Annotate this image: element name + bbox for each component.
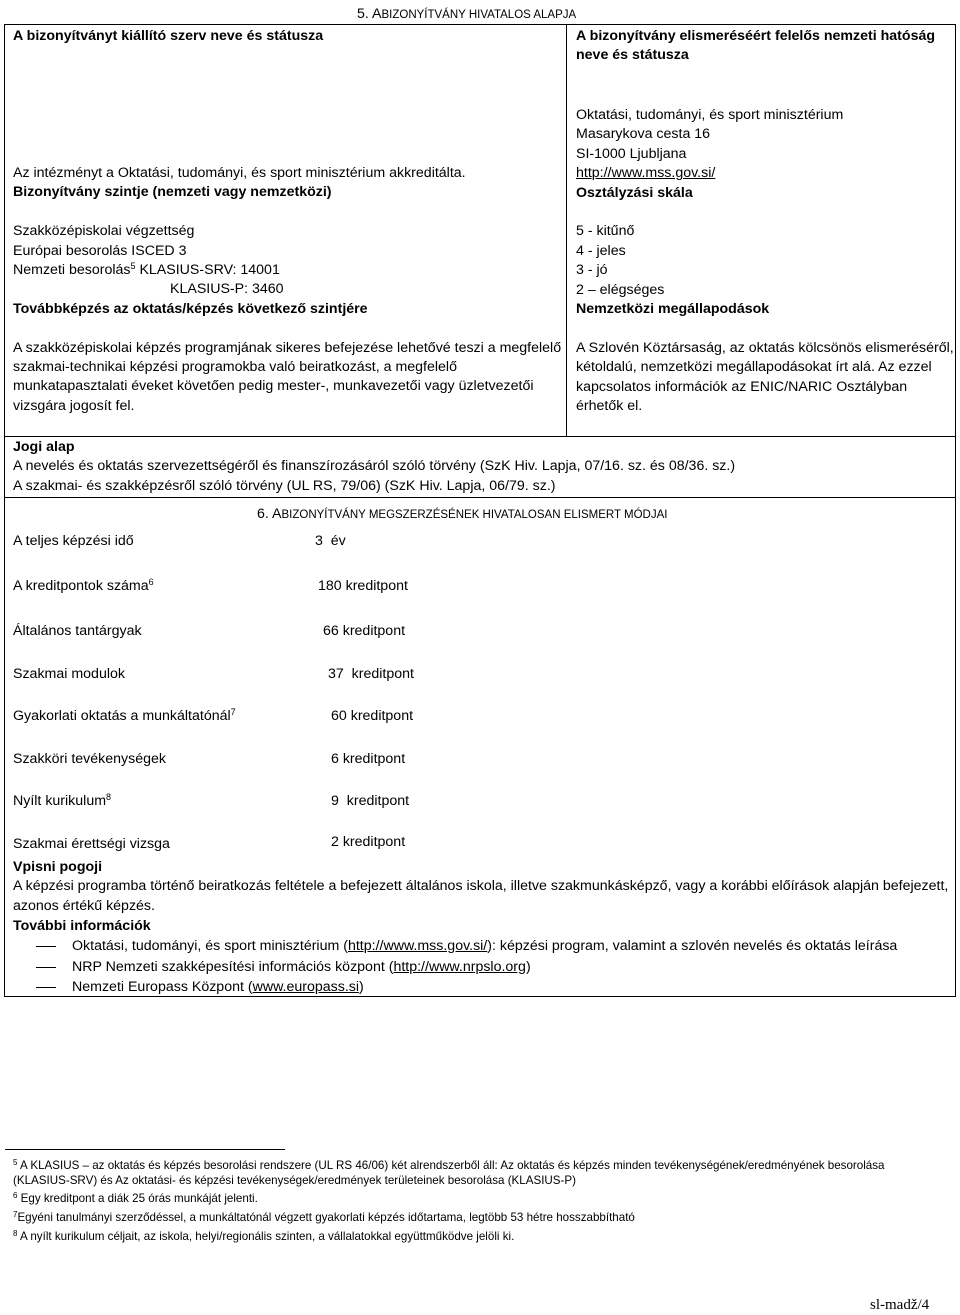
authority-line-3: SI-1000 Ljubljana	[576, 145, 687, 162]
credit-value: 66 kreditpont	[323, 623, 406, 639]
page-code: sl-madž/4	[870, 1297, 930, 1313]
legal-line-2: A szakmai- és szakképzésről szóló törvény (UL RS, 79/06) (SzK Hiv. Lapja, 06/79. sz.)	[13, 477, 556, 494]
intl-line-2: kétoldalú, nemzetközi megállapodásokat írt alá. Az ezzel	[576, 359, 932, 376]
intl-line-1: A Szlovén Köztársaság, az oktatás kölcsönös elismeréséről,	[576, 339, 954, 356]
entry-requirements	[13, 858, 948, 916]
entry-line-1: A képzési programba történő beiratkozás feltétele a befejezett általános iskola, illetve szakmunkásképző, vagy a korábbi előírások alapján befejezett,	[13, 878, 949, 895]
authority-url-link[interactable]: http://www.mss.gov.si/	[576, 165, 716, 182]
credit-label: Szakköri tevékenységek	[13, 751, 166, 767]
mss-link[interactable]: http://www.mss.gov.si/	[347, 938, 488, 954]
authority-line-1: Oktatási, tudományi, és sport minisztérium	[576, 107, 844, 123]
entry-heading: Vpisni pogoji	[13, 859, 103, 875]
section-6-heading	[257, 505, 667, 525]
intl-heading: Nemzetközi megállapodások	[576, 301, 770, 318]
credit-label: Általános tantárgyak	[13, 623, 142, 639]
authority-line-2: Masarykova cesta 16	[576, 126, 711, 143]
legal-heading: Jogi alap	[13, 439, 75, 455]
level-line-4: KLASIUS-P: 3460	[170, 281, 284, 298]
dash-bullet-icon	[36, 946, 56, 947]
credit-label: Nyílt kurikulum$^8$	[13, 792, 112, 809]
section-6-number: 6.	[257, 506, 269, 522]
section-6-title: BIZONYÍTVÁNY MEGSZERZÉSÉNEK HIVATALOSAN ELISMERT MÓDJAI	[281, 509, 668, 521]
further-line-1: A szakközépiskolai képzés programjának sikeres befejezése lehetővé teszi a megfelelő	[13, 339, 562, 356]
section-5-title: BIZONYÍTVÁNY HIVATALOS ALAPJA	[381, 9, 577, 21]
intl-line-3: kapcsolatos információk az ENIC/NARIC Osztályban	[576, 378, 908, 395]
credit-value: 60 kreditpont	[331, 708, 414, 724]
entry-line-2: azonos értékű képzés.	[13, 897, 155, 914]
accreditation-text: Az intézményt a Oktatási, tudományi, és sport minisztérium akkreditálta.	[13, 165, 466, 181]
credit-value: 2 kreditpont	[331, 834, 406, 850]
footnotes	[13, 1158, 884, 1244]
grade-3: 3 - jó	[576, 262, 608, 279]
right-column	[576, 106, 954, 416]
section-5-title-cap: A	[372, 6, 382, 22]
section-5-heading	[357, 5, 576, 25]
legal-basis	[13, 438, 735, 496]
intl-line-4: érhetők el.	[576, 398, 643, 415]
europass-link[interactable]: www.europass.si	[252, 979, 360, 995]
credit-value: 37 kreditpont	[328, 666, 414, 682]
footnote-separator	[5, 1149, 285, 1150]
footnote-8: $^8$ A nyílt kurikulum céljait, az iskola, helyi/regionális szinten, a vállalatokkal együttműködve jelöli ki.	[13, 1229, 515, 1243]
dash-bullet-icon	[36, 987, 56, 988]
credit-label: A kreditpontok száma$^6$	[13, 577, 154, 594]
section-6-title-cap: A	[272, 506, 282, 522]
left-column	[13, 164, 561, 416]
footnote-7: $^7$Egyéni tanulmányi szerződéssel, a munkáltatónál végzett gyakorlati képzés időtartama, legtöbb 53 hétre hosszabbítható	[13, 1210, 635, 1224]
credit-value: 6 kreditpont	[331, 751, 406, 767]
legal-line-1: A nevelés és oktatás szervezettségéről és finanszírozásáról szóló törvény (SzK Hiv. Lapja, 07/16. sz. és 08/36. sz.)	[13, 458, 736, 475]
footnote-6: $^6$ Egy kreditpont a diák 25 órás munkáját jelenti.	[13, 1191, 258, 1205]
grade-5: 5 - kitűnő	[576, 223, 635, 240]
nrpslo-link[interactable]: http://www.nrpslo.org	[393, 959, 526, 975]
column-divider	[566, 24, 567, 436]
row-divider-upper	[4, 436, 956, 437]
credit-label: Szakmai modulok	[13, 666, 125, 682]
further-heading: Továbbképzés az oktatás/képzés következő szintjére	[13, 300, 368, 317]
footnote-5: $^5$ A KLASIUS – az oktatás és képzés besorolási rendszere (UL RS 46/06) két alrendszerből áll: Az oktatás és képzés minden tevékenységének/eredményének besorolása	[13, 1158, 885, 1172]
level-line-1: Szakközépiskolai végzettség	[13, 223, 195, 240]
credit-value: 9 kreditpont	[331, 793, 410, 809]
further-line-3: munkatapasztalati éveket követően pedig mester-, munkavezetői vagy üzletvezetői	[13, 378, 534, 395]
info-heading: További információk	[13, 918, 151, 934]
level-line-2: Európai besorolás ISCED 3	[13, 242, 187, 259]
credit-label: Gyakorlati oktatás a munkáltatónál$^7$	[13, 707, 236, 724]
credit-value: 3 év	[315, 533, 346, 549]
section-5-number: 5.	[357, 6, 369, 22]
grade-2: 2 – elégséges	[576, 281, 665, 298]
credit-value: 180 kreditpont	[318, 578, 408, 594]
further-line-2: szakmai-technikai képzési programokba való beiratkozást, a megfelelő	[13, 359, 457, 376]
credit-label: Szakmai érettségi vizsga	[13, 836, 170, 852]
footnote-5-cont: (KLASIUS-SRV) és Az oktatási- és képzési tevékenységek/eredmények területeinek besorolása (KLASIUS-P)	[13, 1174, 576, 1187]
grading-heading: Osztályzási skála	[576, 184, 693, 201]
level-heading: Bizonyítvány szintje (nemzeti vagy nemzetközi)	[13, 184, 332, 201]
grade-4: 4 - jeles	[576, 242, 626, 259]
authority-heading: A bizonyítvány elismeréséért felelős nemzeti hatóság neve és státusza	[576, 28, 936, 64]
credit-label: A teljes képzési idő	[13, 533, 134, 549]
issuer-heading: A bizonyítványt kiállító szerv neve és státusza	[13, 28, 324, 44]
dash-bullet-icon	[36, 967, 56, 968]
level-line-3: Nemzeti besorolás$^5$ KLASIUS-SRV: 14001	[13, 261, 280, 279]
table-left-border	[4, 24, 5, 997]
table-right-border	[955, 24, 956, 997]
row-divider-lower	[4, 497, 956, 498]
further-line-4: vizsgára jogosít fel.	[13, 397, 135, 414]
